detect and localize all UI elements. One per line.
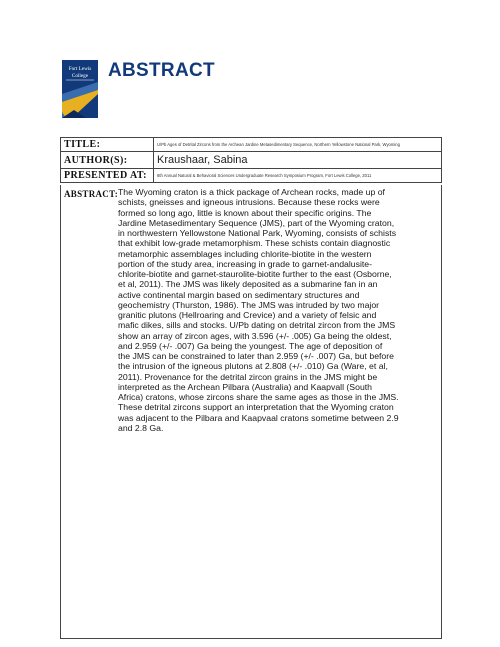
abstract-line: was adjacent to the Pilbara and Kaapvaal cratons sometime between 2.9 bbox=[118, 412, 399, 423]
info-table bbox=[60, 137, 442, 183]
fort-lewis-college-logo bbox=[62, 60, 98, 118]
abstract-line: geochemistry (Thurston, 1986). The JMS was intruded by two major bbox=[118, 299, 380, 310]
abstract-line: formed so long ago, little is known about their specific origins. The bbox=[118, 207, 372, 218]
title-label: TITLE: bbox=[61, 138, 154, 152]
title-row bbox=[61, 138, 442, 152]
abstract-line: active continental margin based on sedimentary structures and bbox=[118, 289, 360, 300]
abstract-line: show an array of zircon ages, with 3.596 (+/- .005) Ga being the oldest, bbox=[118, 330, 392, 341]
abstract-label: ABSTRACT: bbox=[64, 189, 119, 199]
author-label: AUTHOR(S): bbox=[61, 152, 154, 169]
abstract-line: the JMS can be constrained to later than 2.959 (+/- .007) Ga, but before bbox=[118, 351, 394, 361]
svg-text:Fort Lewis: Fort Lewis bbox=[68, 66, 92, 72]
abstract-line: that exhibit low-grade metamorphism. These schists contain diagnostic bbox=[118, 238, 391, 249]
abstract-line: Jardine Metasedimentary Sequence (JMS), part of the Wyoming craton, bbox=[118, 217, 395, 228]
presented-value: 6th Annual Natural & Behavioral Sciences Undergraduate Research Symposium Program, Fort Lewis College, 2011 bbox=[154, 169, 442, 183]
presented-label: PRESENTED AT: bbox=[61, 169, 154, 183]
abstract-line: granitic plutons (Hellroaring and Crevice) and a variety of felsic and bbox=[118, 310, 377, 320]
abstract-line: These detrital zircons support an interpretation that the Wyoming craton bbox=[118, 402, 394, 413]
author-row bbox=[61, 152, 442, 169]
abstract-line: the intrusion of the igneous plutons at 2.808 (+/- .010) Ga (Ware, et al, bbox=[118, 361, 388, 372]
abstract-text bbox=[118, 187, 437, 433]
abstract-line: and 2.959 (+/- .007) Ga being the youngest. The age of deposition of bbox=[118, 340, 383, 351]
abstract-line: 2011). Provenance for the detrital zircon grains in the JMS might be bbox=[118, 371, 378, 382]
abstract-line: in northwestern Yellowstone National Park, Wyoming, consists of schists bbox=[118, 228, 397, 238]
abstract-section bbox=[60, 185, 442, 639]
abstract-line: chlorite-biotite and garnet-staurolite-biotite further to the east (Osborne, bbox=[118, 269, 392, 279]
abstract-line: and 2.8 Ga. bbox=[118, 422, 164, 433]
abstract-line: schists, gneisses and igneous intrusions. Because these rocks were bbox=[118, 197, 380, 208]
title-value: U/Pb Ages of Detrital Zircons from the Archean Jardine Metasedimentary Sequence, Northern Yellowstone National Park, Wyoming bbox=[154, 138, 442, 152]
abstract-line: mafic dikes, sills and stocks. U/Pb dating on detrital zircon from the JMS bbox=[118, 320, 396, 331]
author-value: Kraushaar, Sabina bbox=[154, 152, 442, 169]
abstract-line: Africa) cratons, whose zircons share the same ages as those in the JMS. bbox=[118, 392, 399, 402]
abstract-line: metamorphic assemblages including chlorite-biotite in the western bbox=[118, 248, 372, 259]
abstract-line: The Wyoming craton is a thick package of Archean rocks, made up of bbox=[118, 187, 385, 197]
abstract-line: interpreted as the Archean Pilbara (Australia) and Kaapvall (South bbox=[118, 381, 373, 392]
presented-row bbox=[61, 169, 442, 183]
page-title: ABSTRACT bbox=[108, 60, 215, 81]
svg-text:College: College bbox=[71, 73, 89, 79]
abstract-line: et al, 2011). The JMS was likely deposited as a submarine fan in an bbox=[118, 279, 378, 290]
abstract-line: portion of the study area, increasing in grade to garnet-andalusite- bbox=[118, 258, 373, 269]
